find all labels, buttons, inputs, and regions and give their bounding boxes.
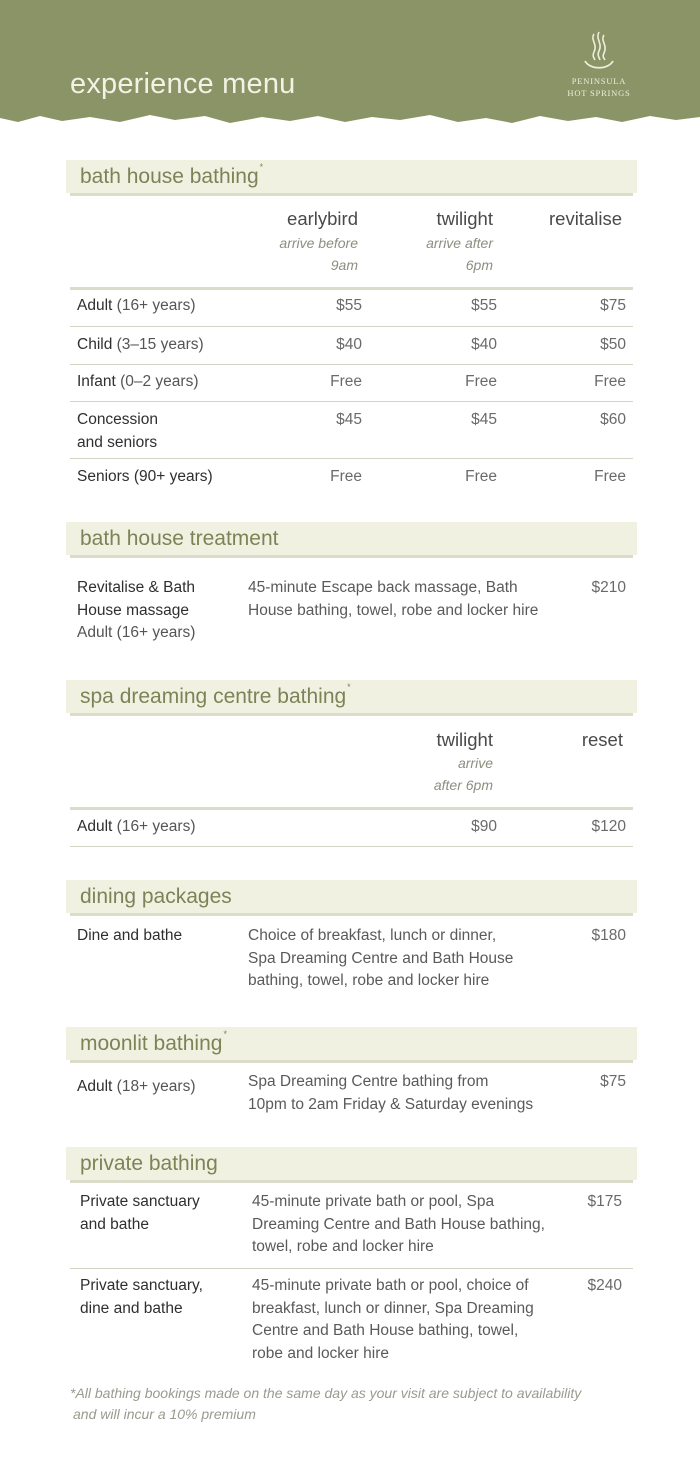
row-label-adult: Adult (16+ years)	[77, 297, 196, 314]
price-cell: Free	[465, 373, 497, 390]
col-head-twilight: twilight	[436, 729, 493, 750]
item-price: $240	[587, 1277, 622, 1294]
col-head-reset: reset	[581, 729, 623, 750]
item-description: Choice of breakfast, lunch or dinner, Spa Dreaming Centre and Bath House bathing, towel, robe and locker hire	[248, 927, 514, 989]
price-cell: $45	[471, 411, 497, 428]
section-rule	[70, 1060, 633, 1063]
price-cell: $40	[336, 336, 362, 353]
col-sub-earlybird-2: 9am	[330, 257, 358, 273]
section-title: moonlit bathing	[80, 1032, 223, 1055]
row-divider	[70, 401, 633, 402]
footnote-line: *All bathing bookings made on the same day as your visit are subject to availability	[70, 1385, 582, 1401]
section-header	[66, 680, 637, 713]
item-name: Private sanctuary, dine and bathe	[80, 1277, 203, 1317]
price-cell: Free	[594, 468, 626, 485]
section-title: bath house bathing	[80, 165, 259, 188]
item-description: 45-minute Escape back massage, Bath House bathing, towel, robe and locker hire	[248, 579, 539, 619]
dining-packages-section	[66, 880, 637, 916]
steam-wave-icon	[582, 30, 616, 74]
price-cell: $90	[471, 818, 497, 835]
footnote-mark: *	[223, 1029, 227, 1039]
price-cell: $55	[336, 297, 362, 314]
row-label-adult: Adult (16+ years)	[77, 818, 196, 835]
item-price: $75	[600, 1073, 626, 1090]
section-header	[66, 1027, 637, 1060]
price-cell: Free	[330, 468, 362, 485]
section-title: spa dreaming centre bathing	[80, 685, 347, 708]
price-cell: $45	[336, 411, 362, 428]
item-name: Dine and bathe	[77, 927, 183, 944]
col-sub-twilight-2: 6pm	[465, 257, 493, 273]
spa-dreaming-section	[66, 680, 637, 716]
section-title: private bathing	[80, 1152, 218, 1175]
col-sub-twilight-1: arrive after	[426, 235, 493, 251]
logo-text-line1: PENINSULA	[571, 76, 627, 86]
header-banner	[0, 0, 700, 128]
price-cell: $75	[600, 297, 626, 314]
col-head-revitalise: revitalise	[549, 208, 622, 229]
logo-text-line2: HOT SPRINGS	[567, 88, 631, 98]
price-cell: $40	[471, 336, 497, 353]
row-divider	[70, 1268, 633, 1269]
table-rule	[70, 287, 633, 290]
section-header	[66, 160, 637, 193]
section-rule	[70, 555, 633, 558]
item-description: 45-minute private bath or pool, Spa Dreaming Centre and Bath House bathing, towel, robe and locker hire	[252, 1193, 545, 1255]
section-title: dining packages	[80, 885, 232, 908]
footnote-mark: *	[259, 162, 264, 172]
item-price: $175	[587, 1193, 622, 1210]
section-rule	[70, 913, 633, 916]
section-rule	[70, 193, 633, 196]
item-price: $210	[591, 579, 626, 596]
item-name: Private sanctuary and bathe	[80, 1193, 200, 1233]
brand-logo	[562, 30, 636, 98]
item-name: Revitalise & Bath House massage Adult (16+ years)	[77, 579, 196, 641]
price-cell: Free	[330, 373, 362, 390]
torn-paper-edge	[0, 110, 700, 132]
private-bathing-section	[66, 1147, 637, 1183]
price-cell: $50	[600, 336, 626, 353]
col-head-twilight: twilight	[436, 208, 493, 229]
footnote	[70, 1383, 630, 1425]
section-title: bath house treatment	[80, 527, 279, 550]
price-cell: Free	[465, 468, 497, 485]
row-label-child: Child (3–15 years)	[77, 336, 204, 353]
bath-house-treatment-section	[66, 522, 637, 558]
col-sub-twilight-1: arrive	[457, 755, 493, 771]
row-label-infant: Infant (0–2 years)	[77, 373, 199, 390]
col-sub-twilight-2: after 6pm	[433, 777, 493, 793]
row-label-concession: Concession and seniors	[77, 411, 158, 451]
col-head-earlybird: earlybird	[287, 208, 358, 229]
item-price: $180	[591, 927, 626, 944]
section-rule	[70, 1180, 633, 1183]
price-cell: $55	[471, 297, 497, 314]
price-cell: Free	[594, 373, 626, 390]
section-header	[66, 1147, 637, 1180]
item-description: 45-minute private bath or pool, choice of breakfast, lunch or dinner, Spa Dreaming Centre and Bath House bathing, towel, robe and locker hire	[252, 1277, 534, 1362]
footnote-mark: *	[347, 682, 351, 692]
price-cell: $60	[600, 411, 626, 428]
page-title: experience menu	[70, 68, 296, 100]
item-description: Spa Dreaming Centre bathing from 10pm to 2am Friday & Saturday evenings	[248, 1073, 534, 1113]
col-sub-earlybird-1: arrive before	[279, 235, 358, 251]
bath-house-bathing-section	[66, 160, 637, 196]
row-divider	[70, 846, 633, 847]
moonlit-bathing-section	[66, 1027, 637, 1063]
row-label-adult: Adult (18+ years)	[77, 1078, 196, 1095]
row-label-seniors: Seniors (90+ years)	[77, 468, 213, 485]
price-cell: $120	[591, 818, 626, 835]
section-header	[66, 880, 637, 913]
section-header	[66, 522, 637, 555]
row-divider	[70, 458, 633, 459]
table-rule	[70, 807, 633, 810]
row-divider	[70, 326, 633, 327]
section-rule	[70, 713, 633, 716]
row-divider	[70, 364, 633, 365]
footnote-line: and will incur a 10% premium	[73, 1406, 256, 1422]
